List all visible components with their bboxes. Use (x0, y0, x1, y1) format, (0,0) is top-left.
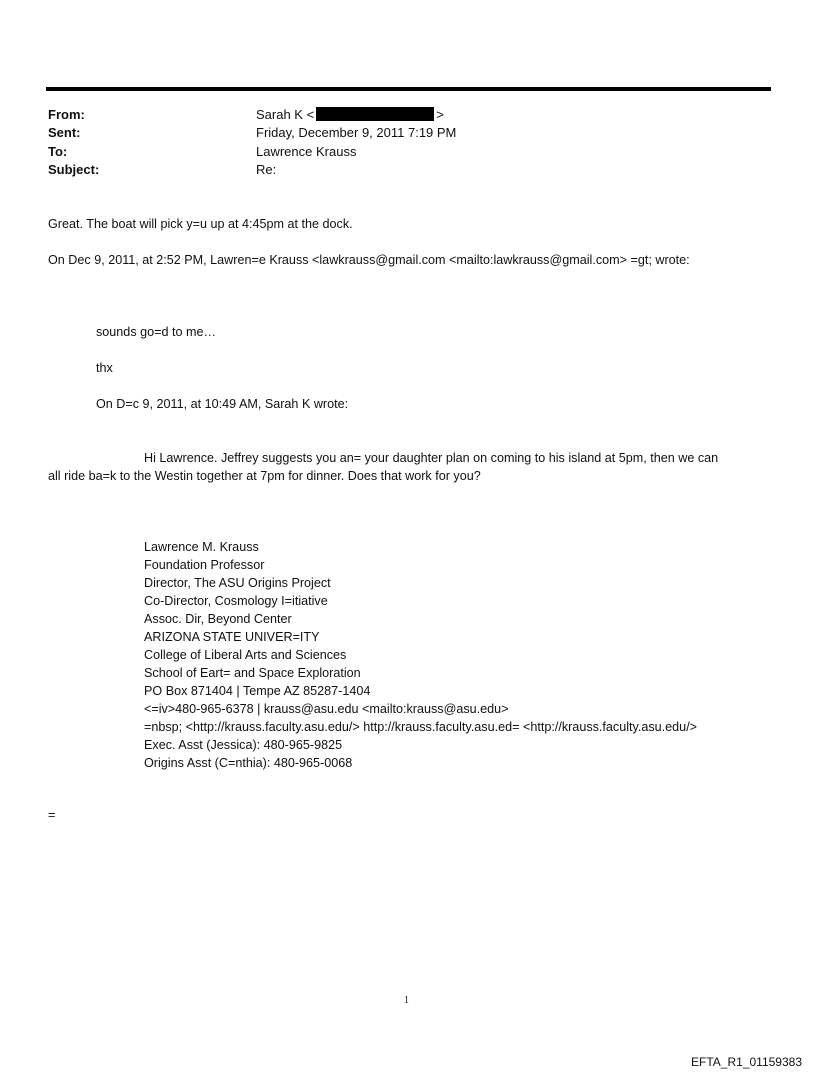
redaction-block (316, 107, 434, 121)
quoted-line: all ride ba=k to the Westin together at 7pm for dinner. Does that work for you? (48, 469, 481, 483)
subject-label: Subject: (48, 162, 100, 177)
quoted-header: On Dec 9, 2011, at 2:52 PM, Lawren=e Krauss <lawkrauss@gmail.com <mailto:lawkrauss@gmail.com> =gt; wrote: (48, 253, 690, 267)
sent-label: Sent: (48, 125, 81, 140)
from-name: Sarah K < (256, 107, 315, 122)
page-number: 1 (404, 995, 409, 1006)
signature-line: =nbsp; <http://krauss.faculty.asu.edu/> http://krauss.faculty.asu.ed= <http://krauss.faculty.asu.edu/> (144, 720, 698, 734)
to-label: To: (48, 144, 68, 159)
signature-line: Director, The ASU Origins Project (144, 576, 331, 590)
reply-line: sounds go=d to me… (96, 325, 217, 339)
signature-line: Co-Director, Cosmology I=itiative (144, 594, 328, 608)
header-rule (46, 87, 771, 91)
signature-line: ARIZONA STATE UNIVER=ITY (144, 630, 320, 644)
sent-value: Friday, December 9, 2011 7:19 PM (256, 125, 457, 140)
quoted-header: On D=c 9, 2011, at 10:49 AM, Sarah K wrote: (96, 397, 349, 411)
signature-block (144, 538, 697, 772)
signature-line: College of Liberal Arts and Sciences (144, 648, 347, 662)
signature-line: Assoc. Dir, Beyond Center (144, 612, 292, 626)
signature-line: PO Box 871404 | Tempe AZ 85287-1404 (144, 684, 371, 698)
body-line: Great. The boat will pick y=u up at 4:45pm at the dock. (48, 217, 353, 231)
signature-line: Lawrence M. Krauss (144, 540, 259, 554)
from-value (256, 106, 444, 124)
from-label: From: (48, 107, 85, 122)
trailer-text: = (48, 808, 56, 822)
to-value: Lawrence Krauss (256, 144, 357, 159)
signature-line: Origins Asst (C=nthia): 480-965-0068 (144, 756, 353, 770)
document-id: EFTA_R1_01159383 (691, 1055, 802, 1069)
subject-value: Re: (256, 162, 277, 177)
quoted-line: Hi Lawrence. Jeffrey suggests you an= your daughter plan on coming to his island at 5pm, then we can (144, 451, 719, 465)
signature-line: <=iv>480-965-6378 | krauss@asu.edu <mailto:krauss@asu.edu> (144, 702, 509, 716)
signature-line: Exec. Asst (Jessica): 480-965-9825 (144, 738, 343, 752)
from-close: > (436, 107, 444, 122)
signature-line: School of Eart= and Space Exploration (144, 666, 361, 680)
reply-line: thx (96, 361, 113, 375)
signature-line: Foundation Professor (144, 558, 265, 572)
